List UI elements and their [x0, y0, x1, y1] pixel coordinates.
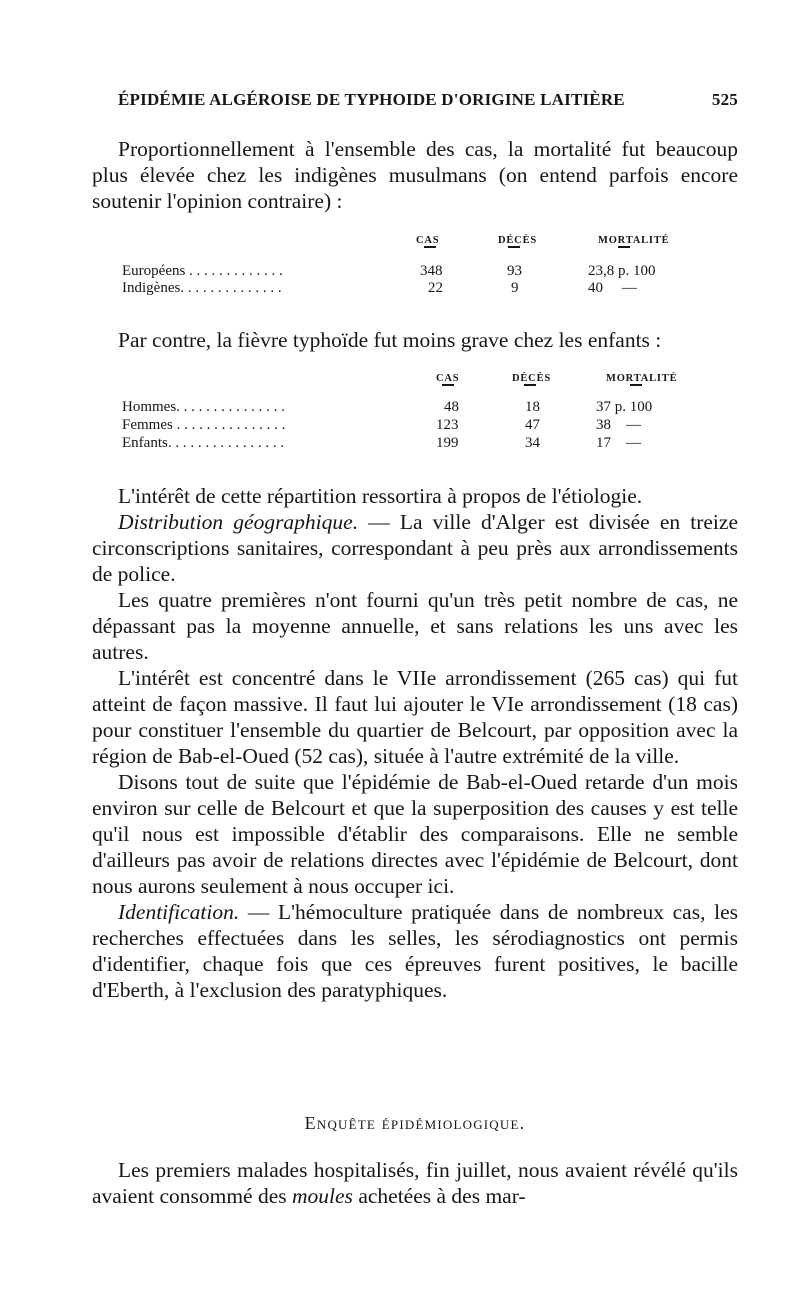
cell-cas: 22 — [428, 280, 443, 296]
body-text — [92, 483, 738, 1003]
cell-deces: 18 — [525, 399, 540, 415]
paragraph-bab-el-oued: Disons tout de suite que l'épidémie de Bab-el-Oued retarde d'un mois environ sur celle de Belcourt et que la superposition des causes y est telle qu'il nous est impossible d'établir des comparaisons. Elle ne semble d'ailleurs pas avoir de relations directes avec l'épidémie de Belcourt, dont nous aurons seulement à nous occuper ici. — [92, 770, 738, 898]
column-header-deces: DÉCÈS — [512, 373, 552, 384]
cell-mortalite: 38 — — [596, 417, 641, 433]
table-row — [122, 398, 722, 416]
cell-deces: 34 — [525, 435, 540, 451]
row-label: Enfants. . . . . . . . . . . . . . . . — [122, 435, 285, 451]
cell-deces: 47 — [525, 417, 540, 433]
cell-deces: 9 — [511, 280, 519, 296]
row-label: Femmes . . . . . . . . . . . . . . . — [122, 417, 286, 433]
paragraph-text: Par contre, la fièvre typhoïde fut moins grave chez les enfants : — [118, 328, 662, 352]
row-label: Indigènes. . . . . . . . . . . . . . — [122, 280, 282, 296]
running-header — [92, 90, 738, 114]
cell-cas: 123 — [436, 417, 459, 433]
paragraph-quatre-premieres: Les quatre premières n'ont fourni qu'un très petit nombre de cas, ne dépassant pas la moyenne annuelle, et sans relations les uns avec les autres. — [92, 588, 738, 664]
section-title: Enquête épidémiologique. — [304, 1113, 526, 1133]
column-header-cas: CAS — [416, 235, 440, 246]
paragraph-etiologie: L'intérêt de cette répartition ressortira à propos de l'étiologie. — [118, 484, 643, 508]
subheading-identification: Identification. — [118, 900, 240, 924]
paragraph-distribution — [92, 509, 738, 587]
paragraph-identification — [92, 899, 738, 1003]
header-dash — [618, 246, 630, 248]
paragraph-mortality — [92, 136, 738, 214]
header-title: ÉPIDÉMIE ALGÉROISE DE TYPHOIDE D'ORIGINE LAITIÈRE — [118, 90, 625, 109]
column-header-mortalite: MORTALITÉ — [598, 235, 670, 246]
header-dash — [424, 246, 436, 248]
emphasis-moules: moules — [292, 1184, 353, 1208]
column-header-deces: DÉCÈS — [498, 235, 538, 246]
cell-mortalite: 40 — — [588, 280, 637, 296]
header-dash — [630, 384, 642, 386]
column-header-mortalite: MORTALITÉ — [606, 373, 678, 384]
table-row — [122, 262, 722, 280]
paragraph-children — [92, 327, 738, 353]
header-dash — [524, 384, 536, 386]
row-label: Européens . . . . . . . . . . . . . — [122, 263, 283, 279]
cell-mortalite: 17 — — [596, 435, 641, 451]
paragraph-text: Proportionnellement à l'ensemble des cas, la mortalité fut beaucoup plus élevée chez les indigènes musulmans (on entend parfois encore soutenir l'opinion contraire) : — [92, 137, 738, 213]
column-header-cas: CAS — [436, 373, 460, 384]
header-dash — [508, 246, 520, 248]
cell-cas: 348 — [420, 263, 443, 279]
paragraph-text — [92, 1157, 738, 1209]
text-part: Les premiers malades hospitalisés, fin juillet, nous avaient révélé qu'ils avaient consommé des — [92, 1158, 738, 1208]
cell-mortalite: 23,8 p. 100 — [588, 263, 656, 279]
page-number: 525 — [711, 90, 738, 109]
header-dash — [442, 384, 454, 386]
table-row — [122, 434, 722, 452]
cell-deces: 93 — [507, 263, 522, 279]
subheading-distribution: Distribution géographique. — [118, 510, 359, 534]
paragraph-text: — La ville d'Alger est divisée en treize circonscriptions sanitaires, correspondant à peu près aux arrondissements de police. — [92, 510, 738, 586]
paragraph-belcourt: L'intérêt est concentré dans le VIIe arrondissement (265 cas) qui fut atteint de façon massive. Il faut lui ajouter le VIe arrondissement (18 cas) pour constituer l'ensemble du quartier de Belcourt, par opposition avec la région de Bab-el-Oued (52 cas), située à l'autre extrémité de la ville. — [92, 666, 738, 768]
paragraph-enquete — [92, 1157, 738, 1209]
cell-mortalite: 37 p. 100 — [596, 399, 653, 415]
paragraph-text: — L'hémoculture pratiquée dans de nombreux cas, les recherches effectuées dans les selles, les sérodiagnostics ont permis d'identifier, chaque fois que ces épreuves furent positives, le bacille d'Eberth, à l'exclusion des paratyphiques. — [92, 900, 738, 1002]
table-row — [122, 279, 722, 297]
cell-cas: 48 — [444, 399, 459, 415]
row-label: Hommes. . . . . . . . . . . . . . . — [122, 399, 285, 415]
cell-cas: 199 — [436, 435, 459, 451]
table-row — [122, 416, 722, 434]
text-part: achetées à des mar- — [352, 1184, 526, 1208]
